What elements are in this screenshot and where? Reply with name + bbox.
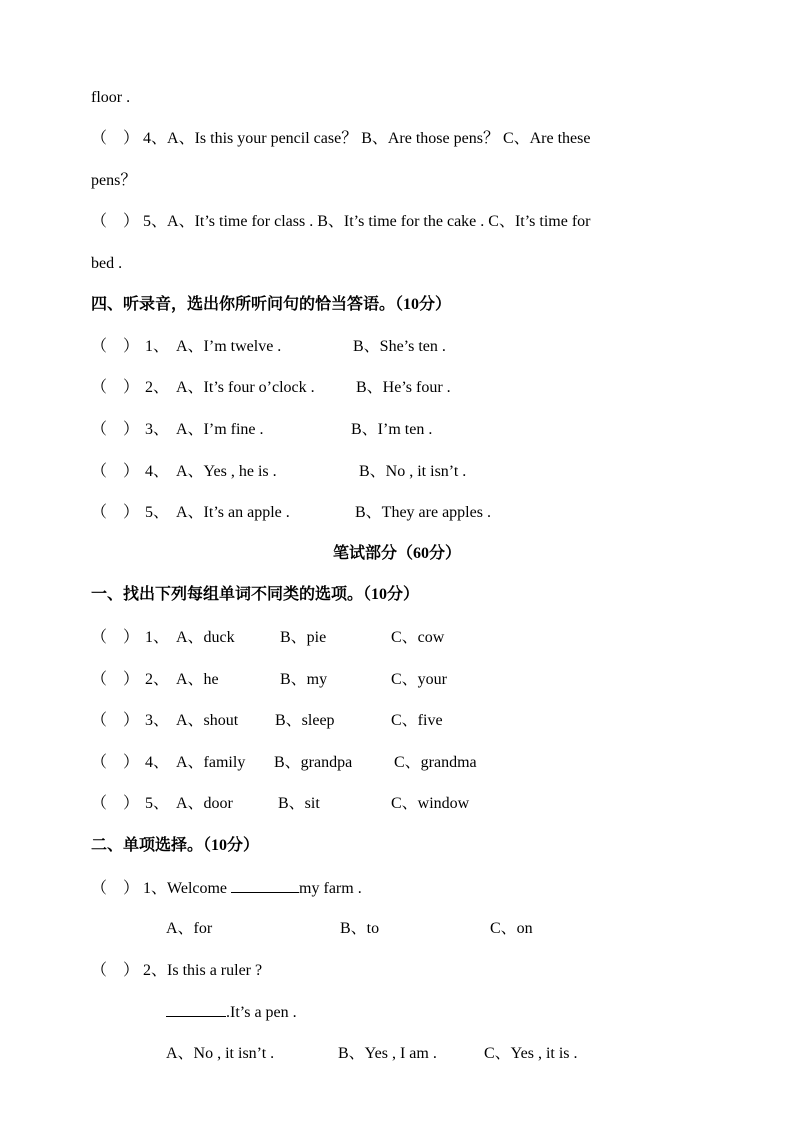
answer-paren[interactable]: （ ）: [91, 754, 140, 771]
line-floor: floor .: [91, 89, 131, 106]
item-number: 5、: [145, 795, 170, 812]
answer-paren[interactable]: （ ）: [91, 795, 140, 812]
option-b: B、Yes , I am .: [338, 1045, 437, 1062]
option-a: A、door: [176, 795, 233, 812]
answer-paren[interactable]: （ ）: [91, 962, 140, 979]
item-number: 2、: [145, 671, 170, 688]
option-b: B、sleep: [275, 712, 335, 729]
item-number: 5、: [145, 504, 170, 521]
option-c: C、your: [391, 671, 448, 688]
item-number: 3、: [145, 712, 170, 729]
option-a: A、he: [176, 671, 219, 688]
option-a: A、It’s four o’clock .: [176, 379, 315, 396]
option-a: A、No , it isn’t .: [166, 1045, 275, 1062]
option-b: B、No , it isn’t .: [359, 463, 467, 480]
listening-q4-continued: pens？: [91, 172, 137, 189]
option-c: C、cow: [391, 629, 445, 646]
mc-question-2: [91, 961, 262, 981]
fill-blank[interactable]: [231, 878, 299, 893]
option-b: B、I’m ten .: [351, 421, 433, 438]
option-c: C、window: [391, 795, 470, 812]
question-text: 2、Is this a ruler ?: [143, 962, 263, 979]
option-c: C、grandma: [394, 754, 477, 771]
option-a: A、I’m twelve .: [176, 338, 282, 355]
option-a: A、I’m fine .: [176, 421, 264, 438]
option-b: B、grandpa: [274, 754, 353, 771]
answer-paren[interactable]: （ ）: [91, 712, 140, 729]
question-text: 4、A、Is this your pencil case？ B、Are those pens？ C、Are these: [143, 130, 591, 147]
option-a: A、shout: [176, 712, 239, 729]
answer-paren[interactable]: （ ）: [91, 504, 140, 521]
item-number: 1、: [145, 338, 170, 355]
option-b: B、pie: [280, 629, 327, 646]
listening-q4: [91, 129, 591, 149]
answer-paren[interactable]: （ ）: [91, 629, 140, 646]
mc-question-2-answer-line: [166, 1002, 297, 1023]
item-number: 4、: [145, 754, 170, 771]
item-number: 2、: [145, 379, 170, 396]
question-text-before: 1、Welcome: [143, 880, 232, 897]
fill-blank[interactable]: [166, 1002, 226, 1017]
question-text-after: my farm .: [299, 880, 362, 897]
item-number: 4、: [145, 463, 170, 480]
option-a: A、family: [176, 754, 246, 771]
option-a: A、for: [166, 920, 213, 937]
option-b: B、my: [280, 671, 328, 688]
option-c: C、Yes , it is .: [484, 1045, 578, 1062]
listening-q5-continued: bed .: [91, 255, 123, 272]
option-b: B、She’s ten .: [353, 338, 446, 355]
option-b: B、They are apples .: [355, 504, 491, 521]
answer-paren[interactable]: （ ）: [91, 130, 140, 147]
item-number: 1、: [145, 629, 170, 646]
option-a: A、Yes , he is .: [176, 463, 277, 480]
answer-paren[interactable]: （ ）: [91, 213, 140, 230]
answer-paren[interactable]: （ ）: [91, 880, 140, 897]
option-c: C、on: [490, 920, 533, 937]
option-b: B、He’s four .: [356, 379, 451, 396]
written-part-title: 笔试部分（60分）: [332, 545, 461, 562]
question-text: 5、A、It’s time for class . B、It’s time for the cake . C、It’s time for: [143, 213, 591, 230]
answer-line-text: .It’s a pen .: [226, 1004, 297, 1021]
answer-paren[interactable]: （ ）: [91, 671, 140, 688]
section4-title: 四、听录音，选出你所听问句的恰当答语。（10分）: [91, 296, 452, 313]
written-section1-title: 一、找出下列每组单词不同类的选项。（10分）: [91, 586, 420, 603]
item-number: 3、: [145, 421, 170, 438]
option-a: A、It’s an apple .: [176, 504, 290, 521]
option-c: C、five: [391, 712, 443, 729]
written-section2-title: 二、单项选择。（10分）: [91, 837, 260, 854]
option-a: A、duck: [176, 629, 235, 646]
listening-q5: [91, 212, 591, 232]
answer-paren[interactable]: （ ）: [91, 421, 140, 438]
option-b: B、to: [340, 920, 380, 937]
answer-paren[interactable]: （ ）: [91, 379, 140, 396]
answer-paren[interactable]: （ ）: [91, 338, 140, 355]
option-b: B、sit: [278, 795, 320, 812]
answer-paren[interactable]: （ ）: [91, 463, 140, 480]
mc-question-1: [91, 878, 362, 899]
